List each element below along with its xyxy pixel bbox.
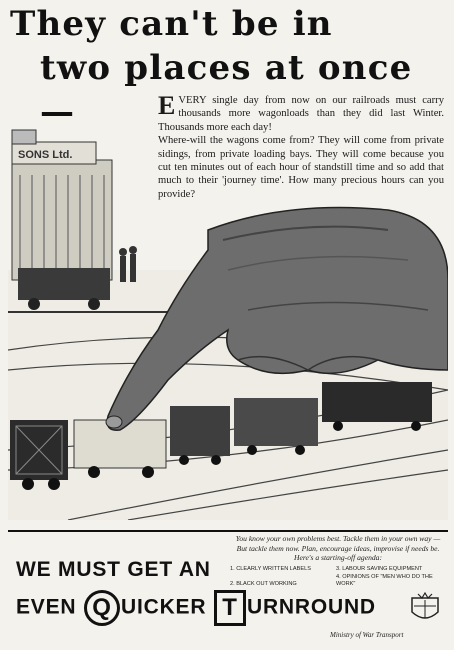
royal-crest-icon <box>406 590 444 626</box>
headline-line-1: They can't be in <box>10 4 333 44</box>
headline-line-2: two places at once — <box>40 48 413 132</box>
drop-cap: E <box>158 91 176 120</box>
big-t-letter: T <box>214 590 246 626</box>
big-q-letter: Q <box>84 590 120 626</box>
building-sign: SONS Ltd. <box>18 149 73 161</box>
agenda-item: 2. BLACK OUT WORKING <box>230 581 297 587</box>
ministry-credit: Ministry of War Transport <box>330 631 404 639</box>
warehouse-building <box>12 130 112 280</box>
agenda-intro: You know your own problems best. Tackle them in your own way — But tackle them now. Plan, encourage ideas, improvise if needs be. Here's a starting-off agenda: <box>235 534 441 563</box>
paragraph-2: Where-will the wagons come from? They will come from private sidings, from private loading bays. They will come because you cut ten minutes out of each hour of standstill time and so add that much to their 'journey time'. How many precious hours can you provide? <box>158 135 444 200</box>
paragraph-1: EVERY single day from now on our railroads must carry thousands more wagonloads than they did last Winter. Thousands more each day! <box>158 91 444 133</box>
slogan-line-2: EVEN Q UICKER T URNROUND <box>16 590 376 626</box>
agenda-item: 1. CLEARLY WRITTEN LABELS <box>230 566 311 572</box>
slogan-line-1: WE MUST GET AN <box>16 558 211 581</box>
agenda-item: 3. LABOUR SAVING EQUIPMENT <box>336 566 423 572</box>
agenda-list <box>230 566 446 589</box>
body-copy <box>158 91 444 201</box>
agenda-item: 4. OPINIONS OF "MEN WHO DO THE WORK" <box>336 573 433 587</box>
footer-panel <box>8 530 448 647</box>
